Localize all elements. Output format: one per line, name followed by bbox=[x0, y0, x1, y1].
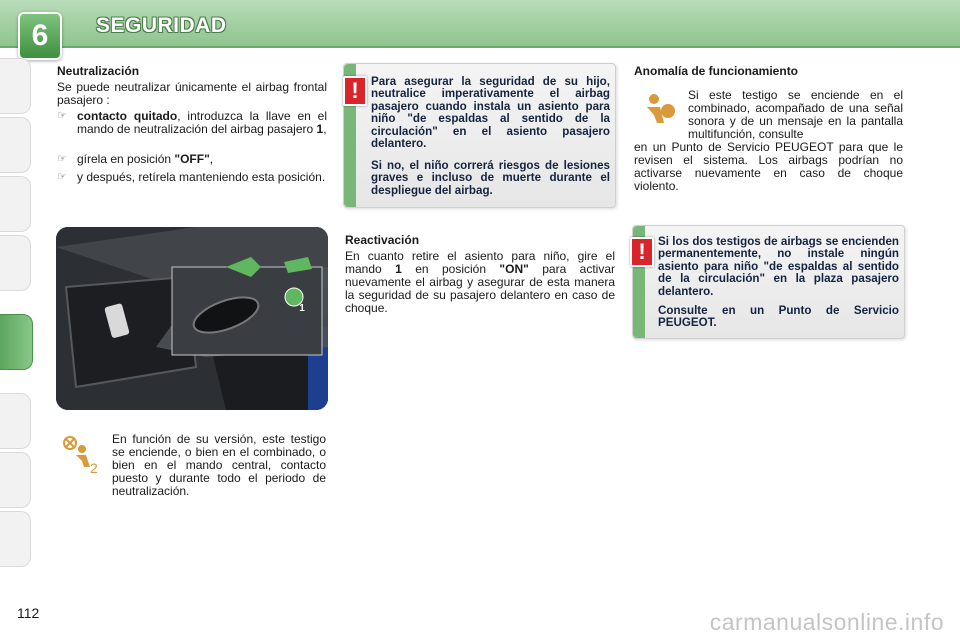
warning-text-primary: Si los dos testigos de airbags se encienden permanentemente, no instale ningún asiento para niño "de espaldas al sentido de la circulación" en la plaza pasajero delantero. bbox=[658, 235, 899, 298]
warning-text-primary: Para asegurar la seguridad de su hijo, neutralice imperativamente el airbag pasajero cuando instala un asiento para niño "de espaldas al sentido de la circulación" en el asiento pasajero delantero. bbox=[371, 75, 610, 151]
step-3-text: y después, retírela manteniendo esta posición. bbox=[77, 170, 326, 184]
airbag-off-warning-icon bbox=[60, 433, 102, 475]
neutralization-intro: Se puede neutralizar únicamente el airbag frontal pasajero : bbox=[57, 80, 327, 107]
indicator-description: En función de su versión, este testigo se enciende, o bien en el combinado, o bien en el mando central, contacto puesto y durante todo el periodo de neutralización. bbox=[112, 432, 326, 498]
side-tab[interactable] bbox=[0, 452, 31, 508]
chapter-badge: 6 bbox=[18, 12, 62, 60]
step-3 bbox=[57, 171, 327, 184]
side-tab-active[interactable] bbox=[0, 314, 33, 370]
side-tab[interactable] bbox=[0, 393, 31, 449]
step-1-text: , introduzca la llave en el mando de neutralización del airbag pasajero bbox=[77, 109, 328, 136]
section-heading-reactivacion: Reactivación bbox=[345, 233, 420, 247]
reactivation-text bbox=[345, 250, 615, 315]
airbag-switch-photo bbox=[56, 227, 328, 410]
section-heading-anomalia: Anomalía de funcionamiento bbox=[634, 64, 799, 78]
step-2-off: "OFF" bbox=[174, 152, 210, 166]
reactivation-text-1: En cuanto retire el asiento para niño, gire el mando bbox=[345, 249, 615, 276]
reactivation-text-2: en posición bbox=[401, 262, 500, 276]
warning-exclamation-icon: ! bbox=[343, 76, 367, 106]
warning-exclamation-icon: ! bbox=[630, 237, 654, 267]
warning-text-secondary: Consulte en un Punto de Servicio PEUGEOT. bbox=[658, 304, 899, 330]
side-tab[interactable] bbox=[0, 58, 31, 114]
airbag-fault-warning-icon bbox=[640, 91, 678, 129]
warning-text-secondary: Si no, el niño correrá riesgos de lesiones graves e incluso de muerte durante el despliegue del airbag. bbox=[371, 159, 610, 197]
warning-box-airbag-lamps bbox=[632, 225, 905, 339]
photo-callout-number: 1 bbox=[299, 303, 305, 314]
step-1-number: 1 bbox=[316, 122, 324, 136]
anomaly-text-beside-icon: Si este testigo se enciende en el combinado, acompañado de una señal sonora y de un mensaje en la pantalla multifunción, consulte bbox=[688, 88, 903, 141]
side-tab[interactable] bbox=[0, 511, 31, 567]
side-tab[interactable] bbox=[0, 235, 31, 291]
page-title: SEGURIDAD bbox=[96, 14, 227, 37]
page-number: 112 bbox=[17, 605, 40, 621]
step-1-bold: contacto quitado bbox=[77, 109, 178, 123]
bullet-icon: ☞ bbox=[57, 171, 67, 183]
step-2-text: gírela en posición bbox=[77, 152, 175, 166]
reactivation-text-3: para activar nuevamente el airbag y asegurar de esta manera la seguridad de su pasajero delantero en caso de choque. bbox=[345, 262, 615, 315]
step-2-end: , bbox=[209, 152, 214, 166]
step-1-end: , bbox=[323, 122, 327, 136]
section-heading-neutralizacion: Neutralización bbox=[57, 64, 140, 78]
dashboard-illustration bbox=[56, 227, 328, 410]
bullet-icon: ☞ bbox=[57, 110, 67, 122]
footer-watermark: carmanualsonline.info bbox=[709, 609, 944, 635]
warning-box-child-seat bbox=[343, 63, 616, 208]
anomaly-text-full: en un Punto de Servicio PEUGEOT para que le revisen el sistema. Los airbags podrían no activarse nuevamente en caso de choque violento. bbox=[634, 140, 903, 193]
side-tab[interactable] bbox=[0, 117, 31, 173]
bullet-icon: ☞ bbox=[57, 153, 67, 165]
step-2 bbox=[57, 153, 327, 166]
svg-text:2: 2 bbox=[90, 460, 98, 475]
side-tab[interactable] bbox=[0, 176, 31, 232]
reactivation-on: "ON" bbox=[499, 262, 529, 276]
step-1 bbox=[57, 110, 327, 136]
reactivation-number: 1 bbox=[395, 262, 402, 276]
